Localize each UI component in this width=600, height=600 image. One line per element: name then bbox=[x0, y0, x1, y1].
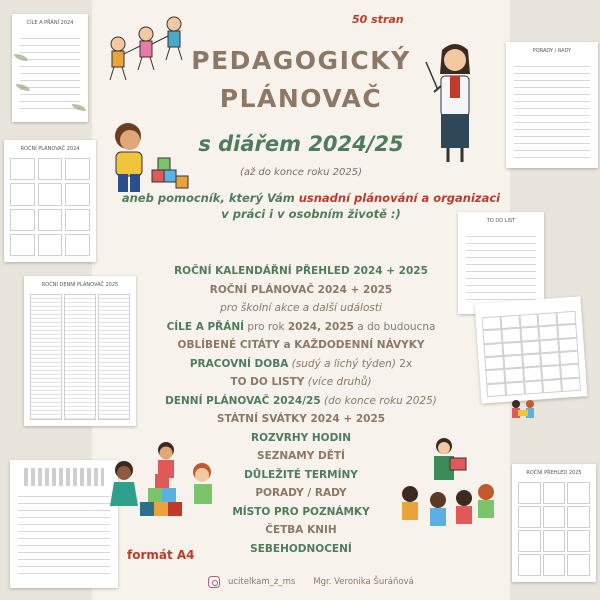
author-name: Mgr. Veronika Šuráňová bbox=[313, 577, 414, 587]
feature-item bbox=[92, 373, 510, 392]
feature-text: 2024, 2025 bbox=[287, 320, 354, 333]
feature-text: ROZVRHY HODIN bbox=[250, 431, 351, 444]
page-count: 50 stran bbox=[352, 13, 404, 26]
footer bbox=[208, 576, 414, 588]
tagline-line-2: v práci i v osobním životě :) bbox=[221, 207, 401, 221]
tagline bbox=[102, 190, 520, 222]
feature-text: (do konce roku 2025) bbox=[320, 394, 437, 407]
feature-text: PORADY / RADY bbox=[255, 487, 347, 499]
feature-item bbox=[92, 355, 510, 374]
feature-text: SEBEHODNOCENÍ bbox=[250, 542, 352, 555]
feature-item bbox=[92, 429, 510, 448]
feature-item bbox=[92, 521, 510, 540]
thumbnail-goals-title: CÍLE A PŘÁNÍ 2024 bbox=[26, 20, 74, 26]
feature-text: 2x bbox=[395, 357, 413, 370]
instagram-icon bbox=[208, 576, 220, 588]
thumbnail-todo-title: TO DO LIST bbox=[486, 218, 516, 224]
feature-item bbox=[92, 410, 510, 429]
feature-text: (sudý a lichý týden) bbox=[288, 357, 396, 370]
tagline-highlight: usnadní plánování a organizaci bbox=[298, 191, 501, 205]
instagram-handle[interactable]: ucitelkam_z_ms bbox=[228, 577, 296, 587]
thumbnail-calendar bbox=[512, 464, 596, 582]
children-reading-illustration bbox=[508, 396, 542, 422]
feature-text: ČETBA KNIH bbox=[265, 524, 337, 536]
feature-item bbox=[92, 299, 510, 318]
thumbnail-meetings bbox=[506, 42, 598, 168]
feature-text: pro rok bbox=[244, 320, 288, 333]
feature-text: PRACOVNÍ DOBA bbox=[189, 357, 289, 370]
subtitle: s diářem 2024/25 bbox=[198, 132, 404, 156]
feature-text: OBLÍBENÉ CITÁTY a KAŽDODENNÍ NÁVYKY bbox=[177, 339, 425, 351]
feature-text: pro školní akce a další události bbox=[220, 302, 382, 314]
thumbnail-goals bbox=[12, 14, 88, 122]
feature-item bbox=[92, 503, 510, 522]
thumbnail-meetings-title: PORADY / RADY bbox=[532, 48, 572, 54]
feature-text: a do budoucna bbox=[353, 320, 436, 333]
feature-item bbox=[92, 484, 510, 503]
feature-list bbox=[92, 262, 510, 558]
subtitle-note: (až do konce roku 2025) bbox=[239, 167, 363, 178]
thumbnail-year-planner-title: ROČNÍ PLÁNOVAČ 2024 bbox=[20, 146, 80, 152]
thumbnail-day-planner-title: ROČNÍ DENNÍ PLÁNOVAČ 2025 bbox=[41, 282, 119, 288]
feature-text: ROČNÍ PLÁNOVAČ 2024 + 2025 bbox=[209, 283, 393, 296]
feature-text: STÁTNÍ SVÁTKY 2024 + 2025 bbox=[216, 413, 386, 425]
feature-text: SEZNAMY DĚTÍ bbox=[257, 450, 345, 462]
feature-text: ROČNÍ KALENDÁŘNÍ PŘEHLED 2024 + 2025 bbox=[174, 265, 428, 277]
feature-text: (více druhů) bbox=[304, 376, 372, 388]
feature-text: DŮLEŽITÉ TERMÍNY bbox=[244, 468, 358, 481]
feature-item bbox=[92, 336, 510, 355]
feature-item bbox=[92, 392, 510, 411]
feature-item bbox=[92, 281, 510, 300]
title-line-2: PLÁNOVAČ bbox=[219, 84, 383, 113]
feature-item bbox=[92, 262, 510, 281]
feature-item bbox=[92, 447, 510, 466]
format-label: formát A4 bbox=[127, 548, 195, 562]
feature-text: DENNÍ PLÁNOVAČ 2024/25 bbox=[165, 394, 321, 407]
feature-item bbox=[92, 318, 510, 337]
thumbnail-year-planner bbox=[4, 140, 96, 262]
feature-text: TO DO LISTY bbox=[230, 376, 305, 388]
feature-item bbox=[92, 466, 510, 485]
thumbnail-calendar-title: ROČNÍ PŘEHLED 2025 bbox=[526, 470, 582, 476]
tagline-part-1: aneb pomocník, který Vám bbox=[121, 191, 299, 205]
feature-text: MÍSTO PRO POZNÁMKY bbox=[232, 505, 370, 518]
feature-text: CÍLE A PŘÁNÍ bbox=[166, 320, 245, 333]
title-line-1: PEDAGOGICKÝ bbox=[191, 46, 411, 75]
